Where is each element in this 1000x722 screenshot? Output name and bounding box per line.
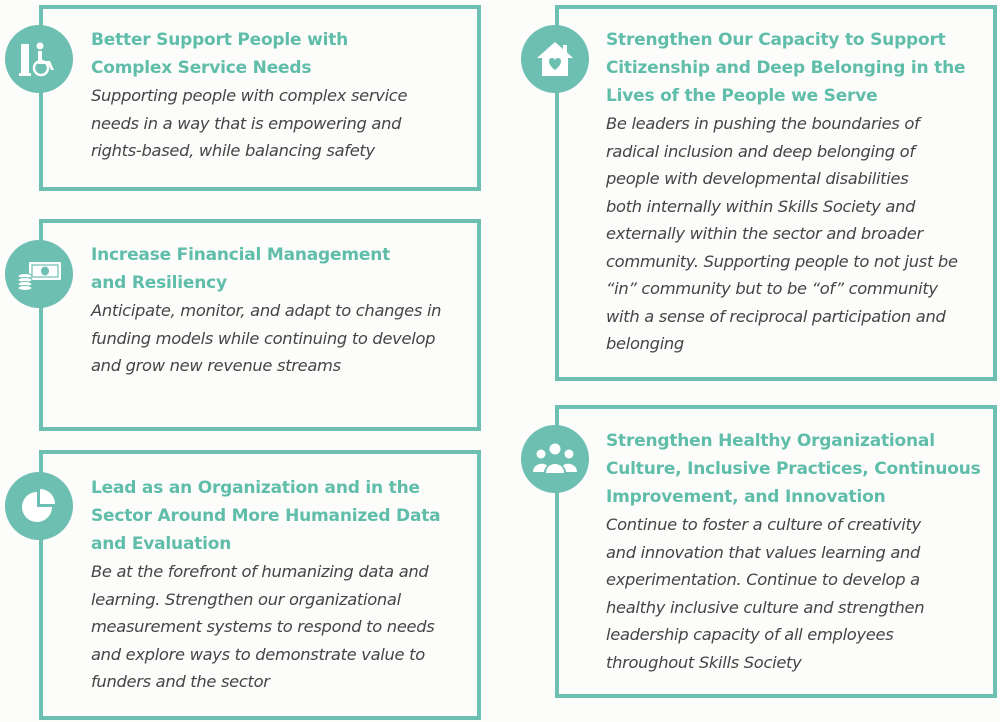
card-4-badge bbox=[521, 25, 589, 93]
home-heart-icon bbox=[533, 37, 577, 81]
card-3-title: Lead as an Organization and in the Sector Around More Humanized Data and Evaluation bbox=[91, 478, 441, 554]
money-icon bbox=[15, 252, 63, 296]
pie-chart-icon bbox=[17, 484, 61, 528]
card-4-body: Be leaders in pushing the boundaries of radical inclusion and deep belonging of people with developmental disabilities both internally within Skills Society and externally within the sector and broader community. Supporting people to not just be “in” community but to be “of” community with a sense of reciprocal participation and belonging bbox=[606, 114, 958, 353]
card-1-title: Better Support People with Complex Service Needs bbox=[91, 30, 349, 78]
card-3-badge bbox=[5, 472, 73, 540]
card-1-body: Supporting people with complex service needs in a way that is empowering and rights-based, while balancing safety bbox=[91, 86, 408, 160]
card-2-body: Anticipate, monitor, and adapt to changes in funding models while continuing to develop and grow new revenue streams bbox=[91, 301, 442, 375]
group-icon bbox=[531, 437, 579, 481]
card-5-title: Strengthen Healthy Organizational Culture, Inclusive Practices, Continuous Improvement, and Innovation bbox=[606, 431, 981, 507]
card-1-badge bbox=[5, 25, 73, 93]
card-5-body: Continue to foster a culture of creativity and innovation that values learning and experimentation. Continue to develop a healthy inclusive culture and strengthen leadership capacity of all employees throughout Skills Society bbox=[606, 515, 925, 672]
card-5-badge bbox=[521, 425, 589, 493]
card-2-badge bbox=[5, 240, 73, 308]
card-3-body: Be at the forefront of humanizing data and learning. Strengthen our organizational measurement systems to respond to needs and explore ways to demonstrate value to funders and the sector bbox=[91, 562, 435, 691]
card-2-title: Increase Financial Management and Resiliency bbox=[91, 245, 391, 293]
accessibility-icon bbox=[17, 37, 61, 81]
card-4-title: Strengthen Our Capacity to Support Citizenship and Deep Belonging in the Lives of the People we Serve bbox=[606, 30, 966, 106]
